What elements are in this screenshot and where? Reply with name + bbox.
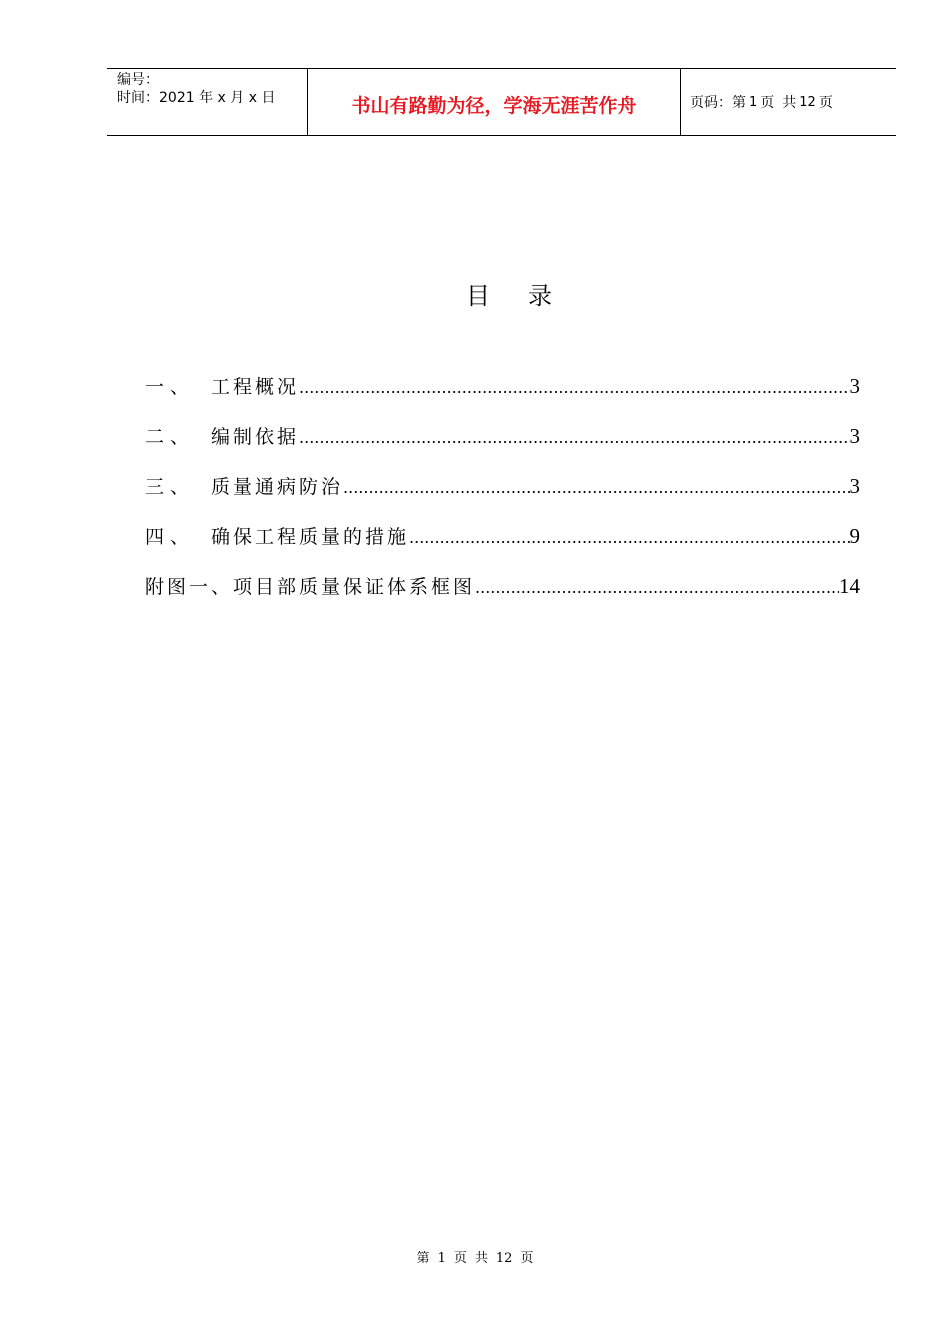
document-header <box>107 68 896 136</box>
header-total-suffix: 页 <box>818 95 833 111</box>
header-page-current: 1 <box>749 94 758 110</box>
toc-entry-page: 3 <box>849 474 860 498</box>
toc-dot-leader <box>343 478 849 497</box>
toc-dot-leader <box>299 428 849 447</box>
toc-entry-page: 3 <box>849 374 860 398</box>
header-motto: 书山有路勤为径，学海无涯苦作舟 <box>351 94 637 117</box>
document-time: 时间：2021 年 x 月 x 日 <box>117 90 276 106</box>
header-total-prefix: 共 <box>782 95 797 111</box>
toc-title: 目录 <box>466 282 590 310</box>
toc-entry-page: 9 <box>849 524 860 548</box>
page-footer <box>0 1247 950 1266</box>
toc-dot-leader <box>299 378 849 397</box>
toc-entry[interactable] <box>145 472 860 522</box>
footer-page-total: 12 <box>495 1251 513 1266</box>
footer-word: 页 <box>453 1251 467 1266</box>
table-of-contents <box>145 372 860 622</box>
toc-entry-label: 编制依据 <box>211 426 300 448</box>
toc-entry-number: 三、 <box>145 476 196 498</box>
toc-entry[interactable] <box>145 572 860 622</box>
header-meta-cell <box>107 69 308 135</box>
toc-entry-page: 14 <box>839 574 860 598</box>
toc-entry-label: 工程概况 <box>211 376 300 398</box>
toc-dot-leader <box>475 578 839 597</box>
header-page-cell <box>681 69 896 135</box>
toc-entry-label: 确保工程质量的措施 <box>211 526 410 548</box>
header-page-total: 12 <box>799 94 816 110</box>
toc-entry-page: 3 <box>849 424 860 448</box>
toc-entry-label: 附图一、项目部质量保证体系框图 <box>145 576 476 598</box>
footer-word: 页 <box>520 1251 534 1266</box>
toc-entry-number: 四、 <box>145 526 196 548</box>
toc-entry-number: 二、 <box>145 426 196 448</box>
toc-entry-number: 一、 <box>145 376 196 398</box>
footer-word: 第 <box>416 1251 430 1266</box>
footer-word: 共 <box>474 1251 488 1266</box>
header-motto-cell <box>308 69 681 135</box>
footer-page-current: 1 <box>437 1251 446 1266</box>
header-page-mid: 页 <box>760 95 775 111</box>
toc-dot-leader <box>409 528 849 547</box>
toc-entry[interactable] <box>145 372 860 422</box>
toc-entry-label: 质量通病防治 <box>211 476 344 498</box>
toc-entry[interactable] <box>145 522 860 572</box>
document-number-label: 编号： <box>117 72 159 88</box>
toc-entry[interactable] <box>145 422 860 472</box>
header-page-prefix: 页码：第 <box>690 95 746 111</box>
